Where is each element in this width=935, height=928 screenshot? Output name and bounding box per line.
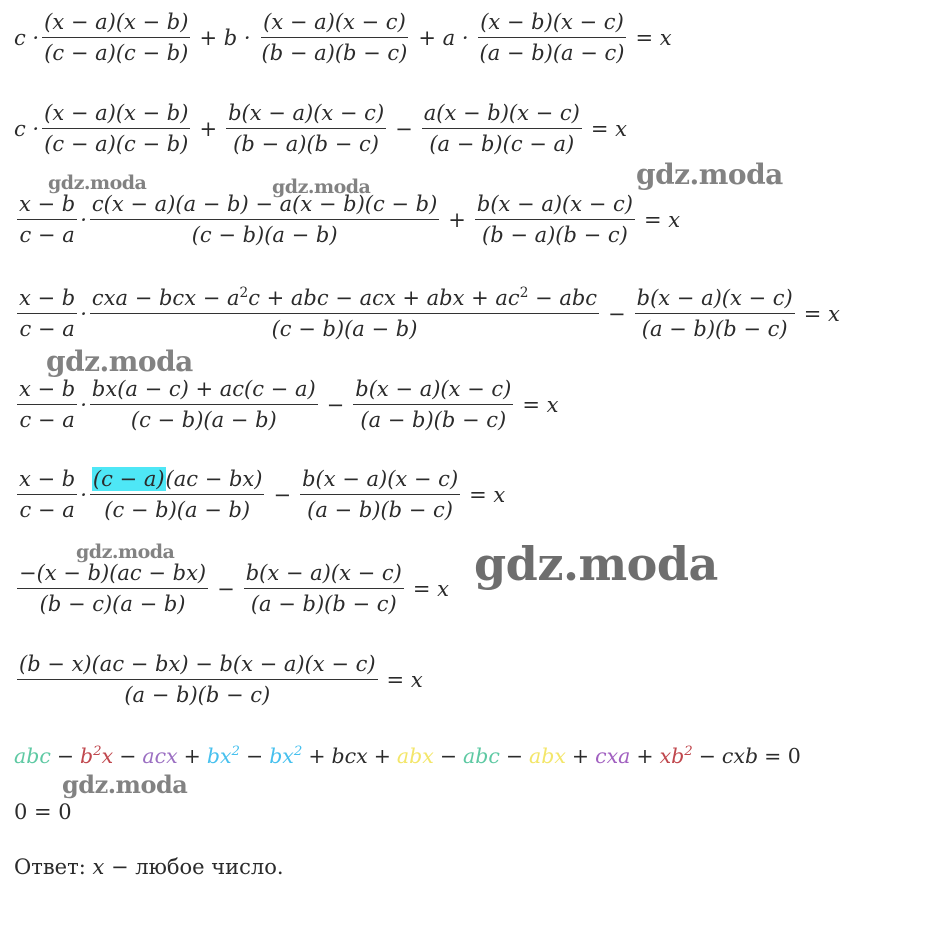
answer-text: − любое число. [111, 855, 284, 879]
numerator: b(x − a)(x − c) [300, 467, 460, 495]
operator: + [636, 744, 654, 768]
term [80, 744, 113, 768]
denominator: (a − b)(b − c) [641, 317, 788, 341]
highlighted-factor: (c − a) [92, 467, 165, 491]
numerator: x − b [17, 286, 77, 314]
exponent: 2 [519, 284, 529, 301]
term-part: b [80, 744, 94, 768]
term: abx [529, 744, 566, 768]
equals: = x [469, 482, 506, 507]
operator: + a · [418, 25, 469, 50]
term: cxa − bcx − a [91, 286, 240, 310]
fraction [90, 377, 318, 432]
numerator [90, 286, 599, 314]
watermark: gdz.moda [636, 158, 783, 191]
exponent: 2 [684, 744, 693, 760]
denominator: (a − b)(b − c) [360, 408, 507, 432]
numerator: (b − x)(ac − bx) − b(x − a)(x − c) [17, 652, 378, 680]
numerator: b(x − a)(x − c) [353, 377, 513, 405]
term: cxb [721, 744, 759, 768]
exponent: 2 [239, 284, 249, 301]
numerator: x − b [17, 467, 77, 495]
denominator: (b − a)(b − c) [233, 132, 380, 156]
equation-line-1 [14, 10, 678, 65]
watermark: gdz.moda [76, 541, 175, 563]
numerator: bx(a − c) + ac(c − a) [90, 377, 318, 405]
term [269, 744, 302, 768]
operator: − [608, 301, 626, 326]
fraction [17, 192, 77, 247]
denominator: c − a [19, 223, 75, 247]
operator: + [308, 744, 326, 768]
term-part: bx [269, 744, 294, 768]
operator: − [246, 744, 264, 768]
term [207, 744, 240, 768]
watermark: gdz.moda [48, 172, 147, 194]
equals: = x [522, 392, 559, 417]
operator: − [505, 744, 524, 768]
fraction [475, 192, 635, 247]
equation-line-8 [14, 652, 429, 707]
operator: − [56, 744, 75, 768]
denominator: c − a [19, 317, 75, 341]
fraction [90, 286, 599, 341]
numerator: x − b [17, 377, 77, 405]
operator: − [119, 744, 137, 768]
equation-line-7 [14, 561, 455, 616]
operator: · [80, 392, 87, 417]
equals: = x [386, 667, 423, 692]
term: cxa [595, 744, 631, 768]
numerator [90, 467, 265, 495]
fraction [422, 101, 582, 156]
numerator: a(x − b)(x − c) [422, 101, 582, 129]
operator: − [395, 116, 413, 141]
denominator: (c − b)(a − b) [104, 498, 251, 522]
fraction [42, 10, 190, 65]
fraction [244, 561, 404, 616]
fraction [42, 101, 190, 156]
denominator: (c − a)(c − b) [44, 132, 189, 156]
fraction [226, 101, 386, 156]
numerator: x − b [17, 192, 77, 220]
numerator: b(x − a)(x − c) [635, 286, 795, 314]
operator: − [326, 392, 345, 417]
operator: + b · [199, 25, 251, 50]
denominator: (b − a)(b − c) [482, 223, 628, 247]
operator: + [448, 207, 466, 232]
denominator: c − a [19, 408, 75, 432]
equals: = 0 [764, 744, 801, 768]
fraction [478, 10, 627, 65]
operator: + [183, 744, 201, 768]
operator: + [571, 744, 590, 768]
equals: = x [635, 25, 672, 50]
operator: − [439, 744, 457, 768]
operator: + [373, 744, 391, 768]
equation-line-4 [14, 286, 846, 341]
operator: + [199, 116, 218, 141]
identity-text: 0 = 0 [14, 800, 72, 824]
denominator: (a − b)(a − c) [479, 41, 625, 65]
watermark: gdz.moda [46, 345, 193, 378]
term: c + abc − acx + abx + ac [248, 286, 520, 310]
answer-variable: x [92, 855, 105, 879]
fraction [300, 467, 460, 522]
denominator: (b − a)(b − c) [261, 41, 408, 65]
term: acx [142, 744, 178, 768]
equation-line-5 [14, 377, 564, 432]
answer-label: Ответ: [14, 855, 86, 879]
fraction [260, 10, 410, 65]
term: c · [14, 25, 40, 50]
denominator: (c − b)(a − b) [130, 408, 277, 432]
numerator: b(x − a)(x − c) [244, 561, 404, 589]
exponent: 2 [293, 744, 303, 760]
answer-line [14, 855, 284, 879]
equals: = x [803, 301, 840, 326]
denominator: c − a [19, 498, 75, 522]
denominator: (c − b)(a − b) [271, 317, 418, 341]
numerator: b(x − a)(x − c) [475, 192, 635, 220]
fraction [353, 377, 513, 432]
fraction [90, 467, 265, 522]
operator: − [273, 482, 292, 507]
fraction [17, 561, 208, 616]
denominator: (c − b)(a − b) [191, 223, 338, 247]
equals: = x [643, 207, 681, 232]
term-part: bx [206, 744, 232, 768]
expansion-line [14, 744, 807, 768]
operator: · [80, 207, 87, 232]
equals: = x [412, 576, 449, 601]
equation-line-3 [14, 192, 686, 247]
term [660, 744, 693, 768]
watermark: gdz.moda [474, 537, 718, 591]
term: abx [396, 744, 434, 768]
numerator: (x − a)(x − b) [42, 101, 190, 129]
term: bcx [331, 744, 368, 768]
fraction [17, 652, 378, 707]
denominator: (a − b)(b − c) [124, 683, 271, 707]
exponent: 2 [93, 744, 102, 760]
fraction [17, 377, 77, 432]
operator: · [80, 482, 87, 507]
term: (ac − bx) [165, 467, 263, 491]
watermark: gdz.moda [272, 176, 371, 198]
term: abc [463, 744, 500, 768]
operator: − [698, 744, 716, 768]
numerator: (x − a)(x − b) [42, 10, 190, 38]
numerator: (x − a)(x − c) [261, 10, 408, 38]
numerator: −(x − b)(ac − bx) [17, 561, 208, 589]
numerator: b(x − a)(x − c) [226, 101, 386, 129]
fraction [17, 286, 77, 341]
watermark: gdz.moda [62, 770, 188, 799]
fraction [17, 467, 77, 522]
term-part: x [101, 744, 114, 768]
equation-line-2 [14, 101, 633, 156]
numerator: c(x − a)(a − b) − a(x − b)(c − b) [90, 192, 439, 220]
denominator: (a − b)(b − c) [307, 498, 454, 522]
numerator: (x − b)(x − c) [478, 10, 626, 38]
denominator: (a − b)(b − c) [250, 592, 397, 616]
exponent: 2 [231, 744, 240, 760]
denominator: (a − b)(c − a) [429, 132, 575, 156]
identity-line [14, 800, 72, 824]
denominator: (b − c)(a − b) [39, 592, 186, 616]
equation-line-6 [14, 467, 511, 522]
equals: = x [590, 116, 627, 141]
fraction [90, 192, 439, 247]
fraction [635, 286, 795, 341]
denominator: (c − a)(c − b) [44, 41, 189, 65]
term-part: xb [659, 744, 685, 768]
term: c · [14, 116, 40, 141]
term: − abc [528, 286, 598, 310]
operator: · [80, 301, 87, 326]
operator: − [217, 576, 235, 601]
term: abc [14, 744, 51, 768]
